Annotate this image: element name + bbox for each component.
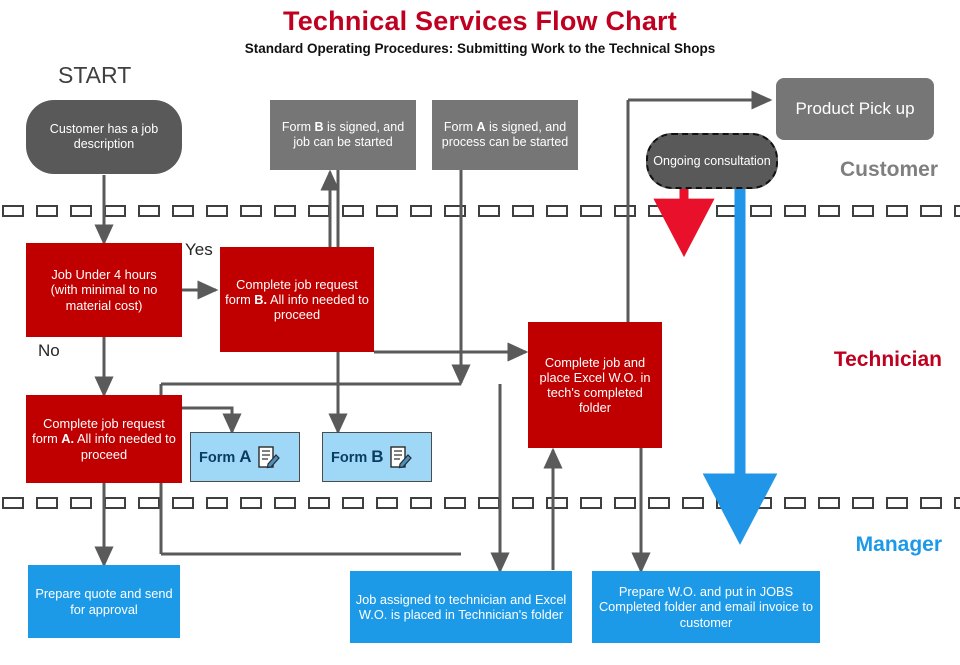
node-job-under-4-hours [26, 243, 182, 337]
form-document-icon [258, 445, 280, 469]
form-chip-b[interactable] [322, 432, 432, 482]
form-chip-a[interactable] [190, 432, 300, 482]
lane-label-technician: Technician [833, 348, 942, 371]
node-complete-form-a-label: Complete job request form A. All info needed to proceed [32, 416, 176, 462]
node-product-pickup [776, 78, 934, 140]
node-start-pill-label: Customer has a job description [49, 122, 159, 151]
node-prepare-wo [592, 571, 820, 643]
node-complete-form-a [26, 395, 182, 483]
form-chip-a-label: Form A [199, 447, 252, 466]
node-form-a-signed-label: Form A is signed, and process can be started [441, 120, 569, 149]
node-form-b-signed-label: Form B is signed, and job can be started [281, 120, 405, 149]
node-prepare-quote-label: Prepare quote and send for approval [35, 586, 173, 617]
node-job-assigned [350, 571, 572, 643]
start-label: START [58, 62, 132, 88]
form-chip-b-label: Form B [331, 447, 384, 466]
node-complete-form-b-label: Complete job request form B. All info needed to proceed [225, 276, 369, 323]
node-form-a-signed [432, 100, 578, 170]
node-complete-form-b [220, 247, 374, 352]
node-prepare-quote [28, 565, 180, 638]
node-job-assigned-label: Job assigned to technician and Excel W.O. is placed in Technician's folder [355, 591, 567, 622]
form-document-icon [390, 445, 412, 469]
node-complete-excel-wo [528, 322, 662, 448]
node-complete-excel-wo-label: Complete job and place Excel W.O. in tech's completed folder [539, 354, 651, 416]
lane-label-customer: Customer [839, 158, 938, 181]
lane-label-manager: Manager [855, 533, 942, 556]
page-title: Technical Services Flow Chart [283, 6, 677, 36]
node-ongoing-consultation [646, 133, 778, 189]
node-ongoing-consultation-label: Ongoing consultation [653, 153, 771, 168]
node-start-pill [26, 100, 182, 174]
page-subtitle: Standard Operating Procedures: Submitting Work to the Technical Shops [244, 41, 716, 56]
branch-label-yes: Yes [185, 240, 213, 259]
node-prepare-wo-label: Prepare W.O. and put in JOBS Completed folder and email invoice to customer [598, 584, 814, 630]
node-form-b-signed [270, 100, 416, 170]
node-job-under-4-hours-label: Job Under 4 hours (with minimal to no material cost) [50, 267, 158, 313]
branch-label-no: No [38, 341, 60, 360]
node-product-pickup-label: Product Pick up [795, 98, 915, 118]
